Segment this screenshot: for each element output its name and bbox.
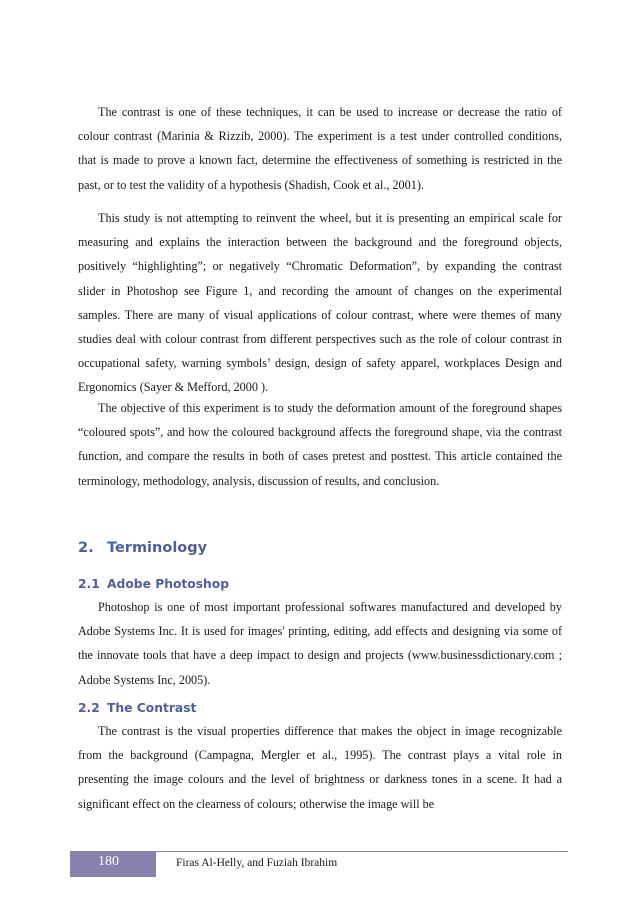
section-title: Terminology [107, 540, 208, 556]
subsection-title: The Contrast [107, 701, 197, 715]
subsection-heading-photoshop [78, 577, 229, 591]
subsection-title: Adobe Photoshop [107, 577, 230, 591]
subsection-heading-contrast [78, 701, 196, 715]
section-number: 2. [78, 540, 94, 556]
contrast-paragraph: The contrast is the visual properties difference that makes the object in image recognizable from the background (Campagna, Mergler et al., 1995). The contrast plays a vital role in presenting the image colours and the level of brightness or darkness tones in a scene. It had a significant effect on the clearness of colours; otherwise the image will be [78, 724, 562, 811]
subsection-number: 2.2 [78, 701, 100, 715]
intro-paragraph-3: The objective of this experiment is to study the deformation amount of the foreground shapes “coloured spots”, and how the coloured background affects the foreground shape, via the contrast function, and compare the results in both of cases pretest and posttest. This article contained the terminology, methodology, analysis, discussion of results, and conclusion. [78, 401, 562, 488]
footer-authors: Firas Al-Helly, and Fuziah Ibrahim [176, 857, 338, 869]
page-number: 180 [70, 851, 156, 877]
photoshop-paragraph: Photoshop is one of most important professional softwares manufactured and developed by Adobe Systems Inc. It is used for images' printing, editing, add effects and designing via some of the innovate tools that have a deep impact to design and projects (www.businessdictionary.com ; Adobe Systems Inc, 2005). [78, 600, 562, 687]
intro-paragraph-2: This study is not attempting to reinvent the wheel, but it is presenting an empirical scale for measuring and explains the interaction between the background and the foreground objects, positively “highlighting”; or negatively “Chromatic Deformation”, by expanding the contrast slider in Photoshop see Figure 1, and recording the amount of changes on the experimental samples. There are many of visual applications of colour contrast, where were themes of many studies deal with colour contrast from different perspectives such as the role of colour contrast in occupational safety, warning symbols’ design, design of safety apparel, workplaces Design and Ergonomics (Sayer & Mefford, 2000 ). [78, 211, 562, 395]
subsection-number: 2.1 [78, 577, 100, 591]
intro-paragraph-1: The contrast is one of these techniques, it can be used to increase or decrease the ratio of colour contrast (Marinia & Rizzib, 2000). The experiment is a test under controlled conditions, that is made to prove a known fact, determine the effectiveness of something is restricted in the past, or to test the validity of a hypothesis (Shadish, Cook et al., 2001). [78, 105, 562, 192]
section-heading-terminology [78, 540, 207, 556]
